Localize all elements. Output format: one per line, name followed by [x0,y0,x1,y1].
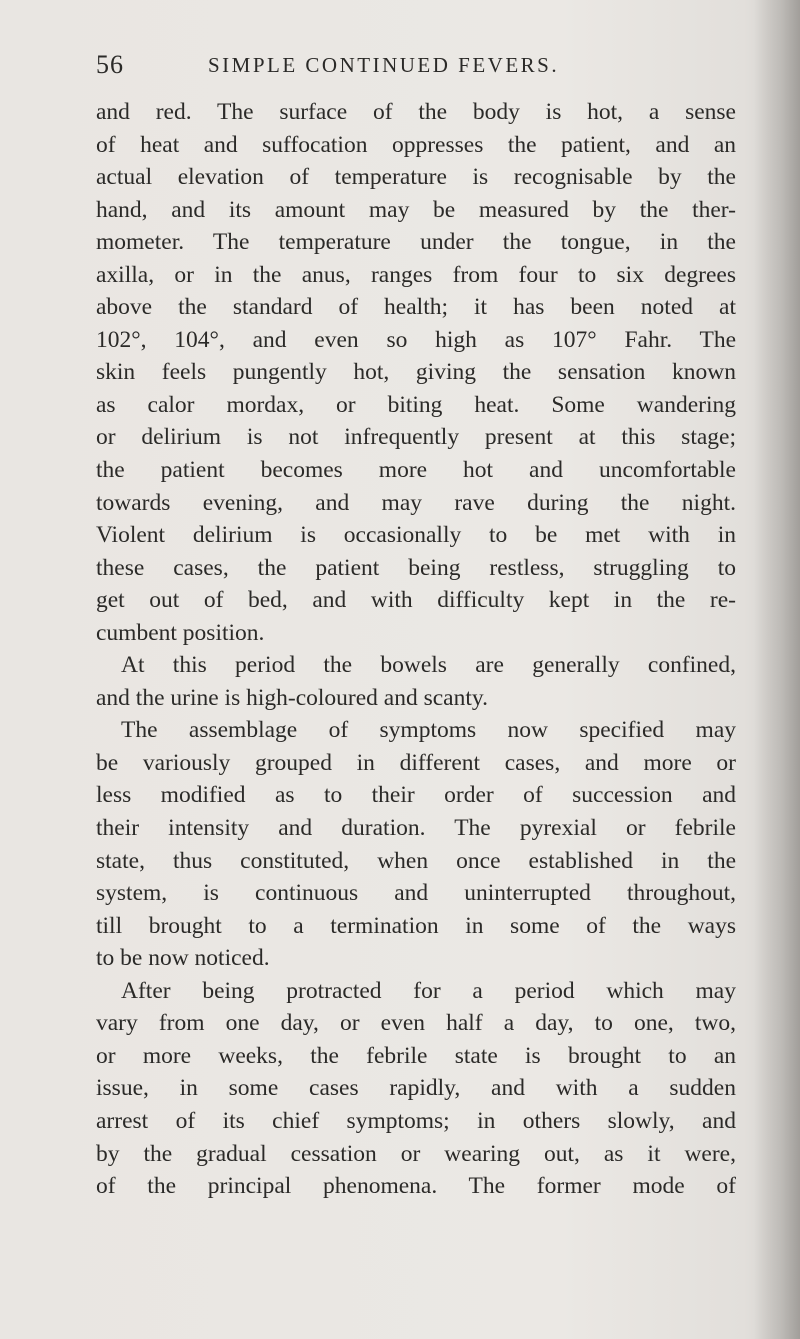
text-line: these cases, the patient being restless, struggling to [96,554,736,581]
text-line: 102°, 104°, and even so high as 107° Fahr. The [96,326,736,353]
text-line: mometer. The temperature under the tongue, in the [96,229,736,256]
text-line: After being protracted for a period which may [121,977,736,1004]
text-line: skin feels pungently hot, giving the sensation known [96,359,736,386]
text-line: as calor mordax, or biting heat. Some wandering [96,391,736,418]
page-edge-shadow [754,0,800,1339]
text-line: state, thus constituted, when once established in the [96,847,736,874]
text-line: the patient becomes more hot and uncomfortable [96,457,736,484]
text-line: arrest of its chief symptoms; in others slowly, and [96,1107,736,1134]
text-line: to be now noticed. [96,945,270,972]
body-text [96,96,736,1203]
text-line: less modified as to their order of succession and [96,782,736,809]
page-number: 56 [96,50,124,79]
text-line: of the principal phenomena. The former mode of [96,1173,736,1200]
text-line: be variously grouped in different cases, and more or [96,749,736,776]
text-line: axilla, or in the anus, ranges from four to six degrees [96,261,736,288]
text-line: and red. The surface of the body is hot, a sense [96,99,736,125]
text-line: and the urine is high-coloured and scanty. [96,684,488,711]
text-line: towards evening, and may rave during the night. [96,489,736,516]
running-head [96,44,736,84]
text-line: their intensity and duration. The pyrexial or febrile [96,815,736,842]
text-line: vary from one day, or even half a day, to one, two, [96,1010,736,1037]
text-line: At this period the bowels are generally confined, [121,652,736,679]
text-line: of heat and suffocation oppresses the patient, and an [96,131,736,158]
text-line: till brought to a termination in some of the ways [96,912,736,939]
text-line: cumbent position. [96,619,265,646]
text-line: issue, in some cases rapidly, and with a sudden [96,1075,736,1102]
running-title: SIMPLE CONTINUED FEVERS. [208,53,560,77]
text-line: hand, and its amount may be measured by the ther- [96,196,736,223]
text-line: by the gradual cessation or wearing out, as it were, [96,1140,736,1167]
text-line: The assemblage of symptoms now specified may [121,717,736,744]
text-line: or delirium is not infrequently present at this stage; [96,424,736,451]
text-line: or more weeks, the febrile state is brought to an [96,1042,736,1069]
text-line: Violent delirium is occasionally to be met with in [96,522,736,549]
text-line: get out of bed, and with difficulty kept in the re- [96,587,736,614]
text-line: actual elevation of temperature is recognisable by the [96,164,736,191]
text-line: above the standard of health; it has been noted at [96,294,736,321]
text-line: system, is continuous and uninterrupted throughout, [96,880,736,907]
